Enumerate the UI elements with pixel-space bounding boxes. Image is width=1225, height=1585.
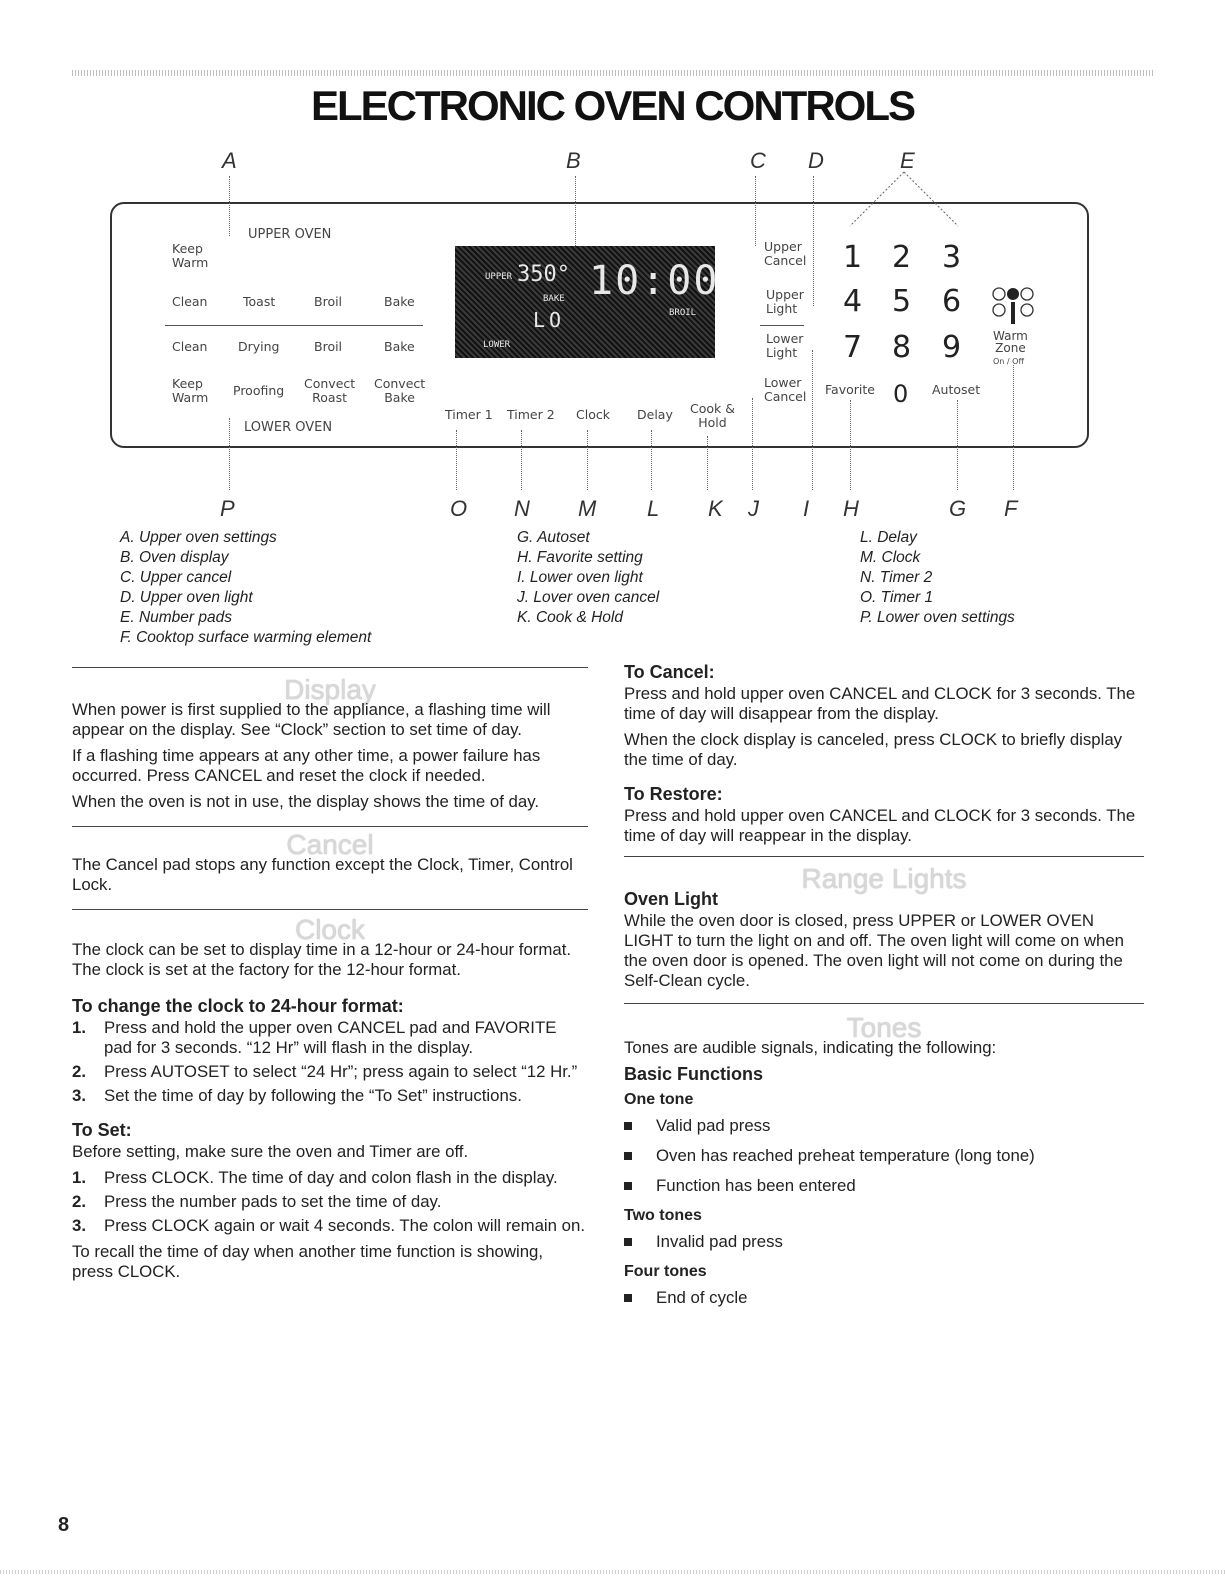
leader-b bbox=[575, 176, 576, 246]
callout-i: I bbox=[803, 496, 810, 521]
legend-item: D. Upper oven light bbox=[120, 589, 253, 606]
lower-cancel-pad[interactable]: Lower Cancel bbox=[764, 375, 807, 404]
upper-bake-pad[interactable]: Bake bbox=[384, 294, 415, 309]
oven-divider bbox=[165, 325, 423, 326]
legend-item: L. Delay bbox=[860, 529, 917, 546]
upper-keep-warm-pad[interactable]: Keep Warm bbox=[172, 241, 209, 270]
favorite-pad[interactable]: Favorite bbox=[825, 382, 875, 397]
upper-clean-pad[interactable]: Clean bbox=[172, 294, 208, 309]
leader-p bbox=[229, 418, 230, 490]
lcd-lower-label: LOWER bbox=[483, 340, 511, 350]
timer2-pad[interactable]: Timer 2 bbox=[507, 407, 555, 422]
list-item: Invalid pad press bbox=[624, 1232, 1144, 1252]
legend-item: J. Lover oven cancel bbox=[517, 589, 660, 606]
warm-zone-pad[interactable]: Warm Zone bbox=[993, 329, 1028, 355]
paragraph: When the clock display is canceled, press CLOCK to briefly display the time of day. bbox=[624, 730, 1123, 769]
bottom-rule bbox=[0, 1570, 1225, 1574]
leader-o bbox=[456, 430, 457, 490]
number-pad-6[interactable]: 6 bbox=[942, 284, 962, 319]
callout-j: J bbox=[748, 496, 759, 521]
lower-convect-roast-pad[interactable]: Convect Roast bbox=[304, 376, 356, 405]
lcd-lo: LO bbox=[533, 308, 566, 332]
lower-convect-bake-pad[interactable]: Convect Bake bbox=[374, 376, 426, 405]
control-panel-diagram bbox=[0, 140, 1225, 525]
legend-item: E. Number pads bbox=[120, 609, 232, 626]
upper-broil-pad[interactable]: Broil bbox=[314, 294, 343, 309]
warm-zone-sub: On / Off bbox=[993, 357, 1024, 366]
paragraph: When power is first supplied to the appliance, a flashing time will appear on the display. See “Clock” section to set time of day. bbox=[72, 700, 551, 739]
lower-light-pad[interactable]: Lower Light bbox=[766, 331, 804, 360]
paragraph: To recall the time of day when another time function is showing, press CLOCK. bbox=[72, 1242, 544, 1281]
bullet-icon bbox=[624, 1152, 632, 1160]
autoset-pad[interactable]: Autoset bbox=[932, 382, 981, 397]
section-rule bbox=[72, 667, 588, 668]
number-pad-8[interactable]: 8 bbox=[892, 330, 912, 365]
callout-b: B bbox=[566, 148, 581, 173]
paragraph: When the oven is not in use, the display shows the time of day. bbox=[72, 792, 540, 811]
lower-oven-label: LOWER OVEN bbox=[244, 420, 333, 435]
legend-item: G. Autoset bbox=[517, 529, 590, 546]
paragraph: Press and hold upper oven CANCEL and CLOCK for 3 seconds. The time of day will reappear in the display. bbox=[624, 806, 1136, 845]
section-heading-clock: Clock bbox=[294, 914, 365, 945]
section-rule bbox=[624, 1003, 1144, 1004]
cooktop-burner-icon bbox=[990, 286, 1036, 332]
delay-pad[interactable]: Delay bbox=[637, 407, 673, 422]
leader-m bbox=[587, 430, 588, 490]
legend-item: P. Lower oven settings bbox=[860, 609, 1015, 626]
upper-cancel-pad[interactable]: Upper Cancel bbox=[764, 239, 807, 268]
callout-l: L bbox=[647, 496, 660, 521]
list-item: End of cycle bbox=[624, 1288, 1144, 1308]
list-item: Oven has reached preheat temperature (long tone) bbox=[624, 1146, 1144, 1166]
leader-j bbox=[752, 398, 753, 490]
paragraph: Before setting, make sure the oven and Timer are off. bbox=[72, 1142, 469, 1161]
lower-proofing-pad[interactable]: Proofing bbox=[233, 383, 285, 398]
change-steps-list bbox=[72, 1018, 588, 1106]
legend-item: A. Upper oven settings bbox=[120, 529, 277, 546]
number-pad-5[interactable]: 5 bbox=[892, 284, 912, 319]
callout-g: G bbox=[949, 496, 967, 521]
leader-d bbox=[813, 176, 814, 306]
list-item: 2. Press the number pads to set the time of day. bbox=[72, 1192, 442, 1211]
section-heading-display: Display bbox=[284, 674, 376, 705]
callout-c: C bbox=[750, 148, 766, 173]
one-tone-list bbox=[624, 1116, 1144, 1196]
leader-n bbox=[521, 430, 522, 490]
callout-k: K bbox=[708, 496, 723, 521]
paragraph: Tones are audible signals, indicating the following: bbox=[624, 1038, 997, 1057]
callout-a: A bbox=[222, 148, 237, 173]
subheading-to-cancel: To Cancel: bbox=[624, 662, 715, 682]
list-item: Valid pad press bbox=[624, 1116, 1144, 1136]
section-heading-range-lights: Range Lights bbox=[801, 863, 967, 894]
number-pad-3[interactable]: 3 bbox=[942, 240, 962, 275]
lcd-temp: 350° bbox=[517, 262, 570, 287]
list-item: 1. Press CLOCK. The time of day and colon flash in the display. bbox=[72, 1168, 558, 1187]
subheading-one-tone: One tone bbox=[624, 1091, 694, 1108]
subheading-change-format: To change the clock to 24-hour format: bbox=[72, 996, 404, 1016]
callout-d: D bbox=[808, 148, 824, 173]
section-rule bbox=[72, 909, 588, 910]
two-tones-list bbox=[624, 1232, 1144, 1252]
leader-l bbox=[651, 430, 652, 490]
callout-h: H bbox=[843, 496, 859, 521]
left-column bbox=[72, 667, 588, 1288]
lcd-broil-label: BROIL bbox=[669, 308, 697, 318]
leader-g bbox=[957, 400, 958, 490]
subheading-four-tones: Four tones bbox=[624, 1263, 707, 1280]
legend-col-2 bbox=[517, 528, 659, 628]
four-tones-list bbox=[624, 1288, 1144, 1308]
top-rule bbox=[72, 70, 1154, 76]
legend-item: H. Favorite setting bbox=[517, 549, 643, 566]
legend-item: C. Upper cancel bbox=[120, 569, 232, 586]
leader-h bbox=[850, 400, 851, 490]
leader-a bbox=[229, 176, 230, 236]
clock-pad[interactable]: Clock bbox=[576, 407, 610, 422]
timer1-pad[interactable]: Timer 1 bbox=[445, 407, 493, 422]
upper-toast-pad[interactable]: Toast bbox=[243, 294, 276, 309]
callout-n: N bbox=[514, 496, 530, 521]
bullet-icon bbox=[624, 1182, 632, 1190]
cook-hold-pad[interactable]: Cook & Hold bbox=[690, 401, 735, 430]
list-item: 3. Press CLOCK again or wait 4 seconds. The colon will remain on. bbox=[72, 1216, 585, 1235]
lower-bake-pad[interactable]: Bake bbox=[384, 339, 415, 354]
to-set-steps-list bbox=[72, 1168, 588, 1236]
subheading-basic-functions: Basic Functions bbox=[624, 1064, 764, 1084]
upper-oven-label: UPPER OVEN bbox=[248, 227, 332, 242]
legend-item: K. Cook & Hold bbox=[517, 609, 623, 626]
page-title: ELECTRONIC OVEN CONTROLS bbox=[310, 82, 915, 129]
list-item: 2. Press AUTOSET to select “24 Hr”; press again to select “12 Hr.” bbox=[72, 1062, 578, 1081]
list-item: 3. Set the time of day by following the “To Set” instructions. bbox=[72, 1086, 522, 1105]
list-item: Function has been entered bbox=[624, 1176, 1144, 1196]
paragraph: If a flashing time appears at any other time, a power failure has occurred. Press CANCEL and reset the clock if needed. bbox=[72, 746, 541, 785]
subheading-two-tones: Two tones bbox=[624, 1207, 702, 1224]
paragraph: Press and hold upper oven CANCEL and CLOCK for 3 seconds. The time of day will disappear from the display. bbox=[624, 684, 1136, 723]
lcd-upper-label: UPPER bbox=[485, 272, 513, 282]
legend-item: O. Timer 1 bbox=[860, 589, 934, 606]
subheading-oven-light: Oven Light bbox=[624, 889, 718, 909]
number-pad-1[interactable]: 1 bbox=[843, 240, 863, 275]
leader-k bbox=[707, 436, 708, 490]
light-divider bbox=[760, 325, 804, 326]
callout-p: P bbox=[220, 496, 235, 521]
bullet-icon bbox=[624, 1238, 632, 1246]
paragraph: The Cancel pad stops any function except the Clock, Timer, Control Lock. bbox=[72, 855, 573, 894]
lower-clean-pad[interactable]: Clean bbox=[172, 339, 208, 354]
section-heading-cancel: Cancel bbox=[286, 829, 374, 860]
callout-m: M bbox=[578, 496, 597, 521]
list-item: 1. Press and hold the upper oven CANCEL pad and FAVORITE pad for 3 seconds. “12 Hr” will flash in the display. bbox=[72, 1018, 557, 1057]
lower-keep-warm-pad[interactable]: Keep Warm bbox=[172, 376, 209, 405]
legend-item: M. Clock bbox=[860, 549, 921, 566]
bullet-icon bbox=[624, 1122, 632, 1130]
legend-item: F. Cooktop surface warming element bbox=[120, 629, 372, 646]
number-pad-0[interactable]: 0 bbox=[893, 380, 909, 408]
section-rule bbox=[72, 826, 588, 827]
legend-item: I. Lower oven light bbox=[517, 569, 643, 586]
legend-item: N. Timer 2 bbox=[860, 569, 933, 586]
leader-f bbox=[1013, 365, 1014, 490]
section-rule bbox=[624, 856, 1144, 857]
oven-display bbox=[455, 246, 720, 358]
section-heading-tones: Tones bbox=[846, 1012, 922, 1043]
right-column bbox=[624, 662, 1144, 1318]
number-pad-7[interactable]: 7 bbox=[843, 330, 863, 365]
bullet-icon bbox=[624, 1294, 632, 1302]
number-pad-9[interactable]: 9 bbox=[942, 330, 962, 365]
legend-col-1 bbox=[120, 528, 371, 648]
lower-broil-pad[interactable]: Broil bbox=[314, 339, 343, 354]
number-pad-2[interactable]: 2 bbox=[892, 240, 912, 275]
paragraph: While the oven door is closed, press UPPER or LOWER OVEN LIGHT to turn the light on and off. The oven light will come on when the oven door is opened. The oven light will not come on during the Self-Clean cycle. bbox=[624, 911, 1125, 990]
page-number: 8 bbox=[58, 1514, 70, 1536]
leader-c bbox=[755, 176, 756, 246]
lcd-bake-label: BAKE bbox=[543, 294, 565, 304]
number-pad-4[interactable]: 4 bbox=[843, 284, 863, 319]
callout-o: O bbox=[450, 496, 468, 521]
legend-item: B. Oven display bbox=[120, 549, 229, 566]
leader-e bbox=[840, 170, 970, 230]
lcd-time: 10:00 bbox=[589, 258, 720, 304]
upper-light-pad[interactable]: Upper Light bbox=[766, 287, 804, 316]
leader-i bbox=[812, 350, 813, 490]
callout-f: F bbox=[1004, 496, 1018, 521]
callout-e: E bbox=[900, 148, 915, 173]
lower-drying-pad[interactable]: Drying bbox=[238, 339, 280, 354]
subheading-to-restore: To Restore: bbox=[624, 784, 723, 804]
paragraph: The clock can be set to display time in a 12-hour or 24-hour format. The clock is set at the factory for the 12-hour format. bbox=[72, 940, 572, 979]
legend-col-3 bbox=[860, 528, 1015, 628]
subheading-to-set: To Set: bbox=[72, 1120, 132, 1140]
